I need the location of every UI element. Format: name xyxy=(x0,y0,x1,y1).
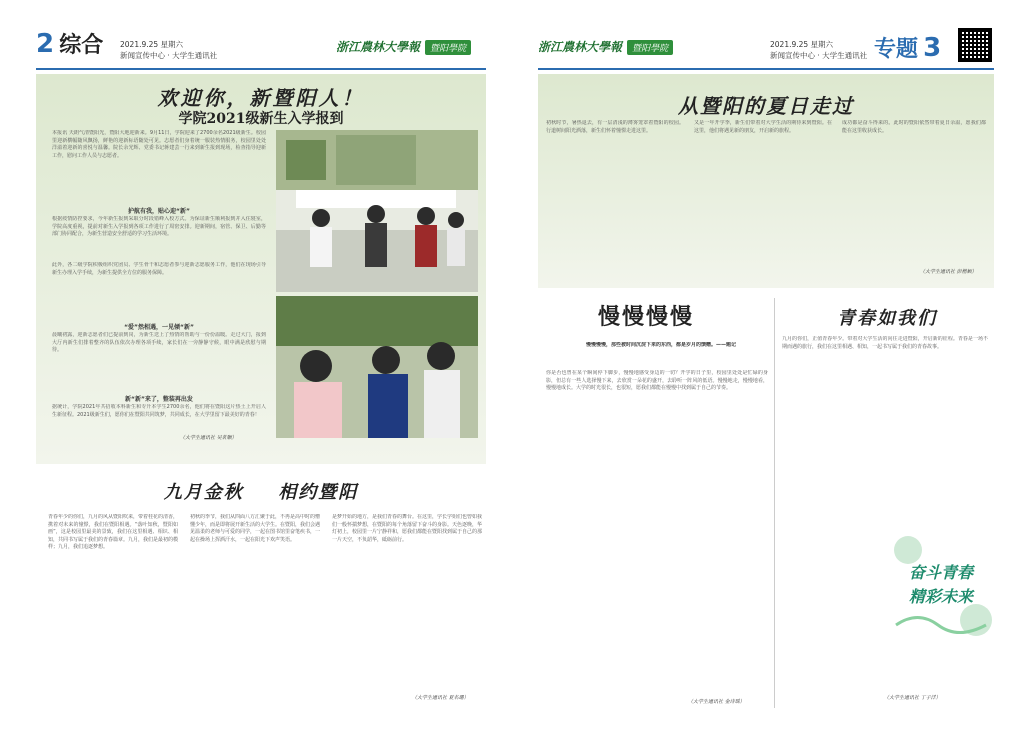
story1-credit: （大学生通讯社 吴茗顺） xyxy=(180,435,237,441)
masthead-info xyxy=(120,39,217,61)
page-number: 2 xyxy=(36,29,55,59)
photo-registration-desk xyxy=(276,130,478,292)
left-masthead xyxy=(36,28,486,70)
right-page-id xyxy=(874,32,941,63)
right-story1-col1: 初秋时节，暑热退去，有一层清浅的薄雾笼罩着暨阳的校园。行道树间阳光洒落，新生们怀着憧憬走进这里。 xyxy=(546,120,684,134)
story2-headline-b: 相约暨阳 xyxy=(278,482,359,503)
story2-headline-a: 九月金秋 xyxy=(163,482,244,503)
photo-students-checkin xyxy=(276,296,478,438)
column-divider xyxy=(774,298,775,708)
story1-sub2: “爱”然相遇，一见倾“新” xyxy=(124,324,194,331)
story1-sub3: 新“新”来了，整装再出发 xyxy=(125,396,193,403)
qr-code xyxy=(958,28,992,62)
right-story1-col3: 成功都是奋斗得来的。此时的暨阳依然带着夏日余温，愿我们都能在这里收获成长。 xyxy=(842,120,986,134)
story1-headline: 欢迎你，新暨阳人！ xyxy=(157,86,365,110)
school-logo xyxy=(336,36,471,55)
issue-date-right: 2021.9.25 星期六 xyxy=(770,40,834,49)
right-story3-credit: （大学生通讯社 丁子洋） xyxy=(884,695,941,701)
right-story1-credit: （大学生通讯社 彭楷颖） xyxy=(920,269,977,275)
masthead-rule-right xyxy=(538,68,994,70)
right-story3-body: 九月的你们，正值青春年少。带着对大学生活的向往走进暨阳，开启新的征程。青春是一场不期而遇的旅行，我们在这里相遇、相知，一起书写属于我们的青春故事。 xyxy=(782,336,988,350)
masthead-rule xyxy=(36,68,486,70)
masthead-info-right xyxy=(770,39,867,61)
right-story2-headline: 慢慢慢慢 xyxy=(597,304,694,330)
story2-col1: 青春年少的你们，九月的风从暨阳吹来，带着桂花的清香，携着对未来的憧憬，我们在暨阳相遇。“落叶知秋，暨阳如画”，这是校园里最美的景致，我们在这里相遇、相识、相知，共同书写属于我们的青春篇章。九月，我们是最初的模样；九月，我们追逐梦想。 xyxy=(48,514,178,550)
right-story2-body: 你是否也曾在某个瞬间停下脚步，慢慢地感受身边的一切？开学的日子里，校园里处处是忙碌的身影，但总有一些人选择慢下来，去欣赏一朵花的盛开，去聆听一阵风的低语。慢慢地走，慢慢地看，慢慢地成长。大学的时光很长，也很短，愿我们都能在慢慢中找到属于自己的节奏。 xyxy=(546,370,768,391)
story1-body2: 此外，各二级学院积极组织党团员、学生骨干和志愿者参与迎新志愿服务工作，他们在现场引导新生办理入学手续，为新生提供全方位的服务保障。 xyxy=(52,262,266,276)
section-name-right: 专题 xyxy=(874,37,919,62)
campus-badge-right: 暨阳學院 xyxy=(627,40,673,55)
issue-date: 2021.9.25 星期六 xyxy=(120,40,184,49)
story2-col2: 初秋的季节，我们从四面八方汇聚于此，不再是高中时的懵懂少年，而是即将展开新生活的大学生。在暨阳，我们会遇见温柔的老师与可爱的同学，一起在图书馆里奋笔疾书，一起在操场上挥洒汗水，一起在阳光下欢声笑语。 xyxy=(190,514,320,543)
right-story2-credit: （大学生通讯社 金诗瑶） xyxy=(688,699,745,705)
story1-body4: 据统计，学院2021年共招收本科新生和专升本学生2700余名，他们将在暨阳这片热土上开启人生新征程。2021级新生们，愿你们在暨阳共同筑梦，共同成长，在大学里留下最美好的青春！ xyxy=(52,404,266,418)
right-story3-headline: 青春如我们 xyxy=(837,308,937,329)
publisher-right: 新闻宣传中心 · 大学生通讯社 xyxy=(770,51,868,60)
poster-line2: 精彩未来 xyxy=(908,587,973,606)
school-name: 浙江農林大學報 xyxy=(336,40,421,54)
right-page xyxy=(512,0,1024,739)
right-masthead xyxy=(538,28,994,70)
story1-lead: 本报讯 天朗气清暨阳光，暨阳大地迎新来。9月11日，学院迎来了2700余名2021级新生。校园里迎新横幅随风飘扬，鲜艳的迎新标语随处可见。志愿者们身着统一服装热情服务，校园里处处洋溢着迎新的喜悦与温馨。院长余光辉、党委书记蒋建芸一行来到新生报到现场，检查指导迎新工作，慰问工作人员与志愿者。 xyxy=(52,130,266,159)
story1-sub1: 护航有我，贴心迎“新” xyxy=(128,208,190,215)
right-story1-headline: 从暨阳的夏日走过 xyxy=(678,94,854,118)
section-name: 综合 xyxy=(59,33,104,58)
page-number-right: 3 xyxy=(923,33,942,63)
photo-registration-desk-art xyxy=(276,130,478,292)
photo-students-checkin-art xyxy=(276,296,478,438)
story2-headline xyxy=(40,478,482,504)
publisher: 新闻宣传中心 · 大学生通讯社 xyxy=(120,51,218,60)
right-story1-col2: 又是一年开学季，新生们带着对大学生活的期待来到暨阳。在这里，他们将遇见新的朋友，开启新的旅程。 xyxy=(694,120,832,134)
campus-badge: 暨阳學院 xyxy=(425,40,471,55)
school-logo-right xyxy=(538,36,673,55)
story1-body3: 晨曦初露，迎新志愿者们已提前到岗，为新生送上了热情的帮助与一份份温暖。走过大门，报到大厅内新生们排着整齐的队伍依次办理各项手续，家长们在一旁静静守候，眼中满是欣慰与期待。 xyxy=(52,332,266,353)
poster-line1: 奋斗青春 xyxy=(908,563,973,582)
story1-body1: 根据疫情防控要求，今年新生报到采取分时段错峰入校方式。为保证新生顺利报到并入住寝室，学院高度重视，提前对新生入学报到各项工作进行了周密安排。迎新期间，宿管、保卫、后勤等部门协同配合，为新生营造安全舒适的学习生活环境。 xyxy=(52,216,266,237)
right-story2-quote: 慢慢慢慢，那些被时间沉淀下来的东西，都是岁月的馈赠。——题记 xyxy=(586,342,737,348)
school-name-right: 浙江農林大學報 xyxy=(538,40,623,54)
story2-credit: （大学生通讯社 夏名珊） xyxy=(412,695,469,701)
story1-subheadline: 学院2021级新生入学报到 xyxy=(178,111,344,127)
story2-col3: 是梦开始的地方，是我们青春的舞台。在这里，学长学姐们也曾如我们一般怀揣梦想，在暨阳的每个角落留下奋斗的身影。天色逐晚，华灯初上，校园里一片宁静祥和，愿我们都能在暨阳找到属于自己的那一片天空，不负韶华，砥砺前行。 xyxy=(332,514,482,543)
poster-illustration xyxy=(888,530,994,640)
